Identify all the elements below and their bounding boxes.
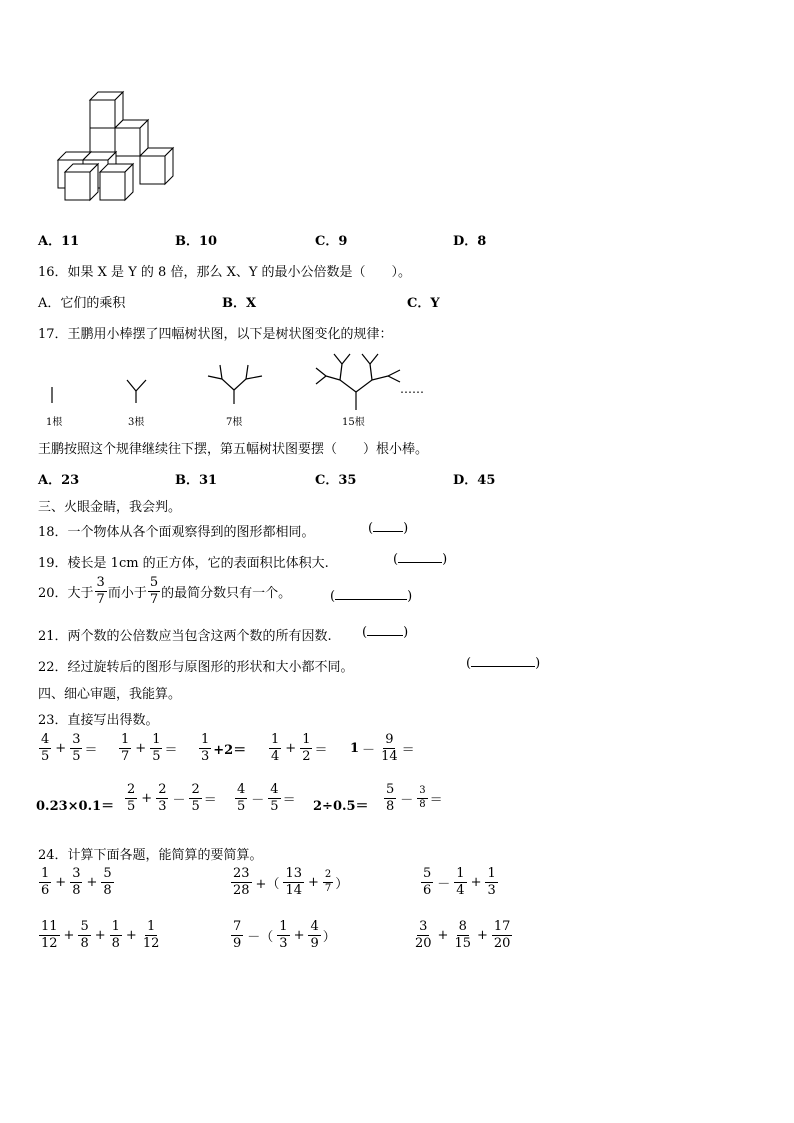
q17-option-b[interactable]: B．31 [175, 473, 218, 488]
q20-pre: 20．大于 [38, 585, 94, 601]
q20-text [38, 576, 291, 606]
q17-option-d[interactable]: D．45 [453, 473, 496, 488]
q23-row2-expr5: $\frac{5}{8}$ － $\frac{3}{8}$ ＝ [386, 782, 443, 814]
tree-label-1: 1根 [46, 417, 63, 428]
q23-row1-expr3: $\frac{1}{3}$ +2＝ [201, 732, 247, 764]
q24-problem-6: $\frac{3}{20}$ + $\frac{8}{15}$ + $\frac{17}{20}$ [415, 919, 511, 951]
q20-mid: 而小于 [107, 585, 147, 601]
q23-row1-expr1: $\frac{4}{5}$ + $\frac{3}{5}$ ＝ [41, 732, 98, 764]
q20-post: 的最简分数只有一个。 [161, 585, 292, 601]
q23-row1-expr5: 1 － $\frac{9}{14}$ ＝ [350, 732, 415, 764]
paren-right: ) [403, 625, 409, 640]
q20-answer[interactable] [330, 589, 412, 604]
q17-continuation: 王鹏按照这个规律继续往下摆，第五幅树状图要摆（ ）根小棒。 [38, 442, 429, 457]
paren-right: ) [403, 521, 409, 536]
q24-problem-5: $\frac{7}{9}$ －（ $\frac{1}{3}$ + $\frac{4}{9}$ ） [233, 919, 336, 951]
fraction: $\frac{3}{7}$ [96, 575, 105, 607]
q18-text: 18．一个物体从各个面观察得到的图形都相同。 [38, 525, 315, 540]
fraction: $\frac{5}{7}$ [149, 575, 159, 607]
tree-label-15: 15根 [342, 417, 365, 428]
q21-answer[interactable] [362, 625, 408, 640]
q24-problem-2: $\frac{23}{28}$ +（ $\frac{13}{14}$ + $\frac{2}{7}$ ） [233, 866, 349, 898]
q17-option-a[interactable]: A．23 [38, 473, 80, 488]
q15-option-d[interactable]: D．8 [453, 234, 487, 249]
q22-answer[interactable] [466, 656, 540, 671]
q23-row1-expr4: $\frac{1}{4}$ + $\frac{1}{2}$ ＝ [271, 732, 328, 764]
paren-left: ( [330, 589, 336, 604]
tree-figure-7 [204, 362, 266, 406]
q21-text: 21．两个数的公倍数应当包含这两个数的所有因数. [38, 629, 332, 644]
q16-text: 16．如果 X 是 Y 的 8 倍，那么 X、Y 的最小公倍数是（ ）。 [38, 265, 412, 280]
tree-figure-1 [45, 385, 65, 405]
paren-right: ) [535, 656, 541, 671]
q23-text: 23．直接写出得数。 [38, 713, 159, 728]
q24-problem-1: $\frac{1}{6}$ + $\frac{3}{8}$ + $\frac{5}{8}$ [41, 866, 112, 898]
tree-label-7: 7根 [226, 417, 243, 428]
q15-option-b[interactable]: B．10 [175, 234, 218, 249]
tree-label-3: 3根 [128, 417, 145, 428]
q22-text: 22．经过旋转后的图形与原图形的形状和大小都不同。 [38, 660, 354, 675]
paren-left: ( [362, 625, 368, 640]
q15-option-a[interactable]: A．11 [38, 234, 80, 249]
q16-option-b[interactable]: B．X [222, 296, 257, 311]
q23-row2-expr2: $\frac{2}{5}$ + $\frac{2}{3}$ － $\frac{2}{5}$ ＝ [127, 782, 217, 814]
q17-option-c[interactable]: C．35 [315, 473, 357, 488]
q23-row2-expr1: 0.23×0.1＝ [36, 799, 115, 814]
section-3-heading: 三、火眼金睛，我会判。 [38, 500, 182, 515]
paren-right: ) [407, 589, 413, 604]
q16-option-c[interactable]: C．Y [407, 296, 440, 311]
q24-problem-3: $\frac{5}{6}$ － $\frac{1}{4}$ + $\frac{1}{3}$ [423, 866, 496, 898]
q17-text: 17．王鹏用小棒摆了四幅树状图，以下是树状图变化的规律： [38, 327, 393, 342]
section-4-heading: 四、细心审题，我能算。 [38, 687, 182, 702]
tree-figure-3 [122, 375, 152, 405]
q19-answer[interactable] [393, 552, 447, 567]
q19-text: 19．棱长是 1cm 的正方体，它的表面积比体积大. [38, 556, 329, 571]
q24-problem-4: $\frac{11}{12}$ + $\frac{5}{8}$ + $\frac{1}{8}$ + $\frac{1}{12}$ [41, 919, 160, 951]
q24-text: 24．计算下面各题，能简算的要简算。 [38, 848, 263, 863]
paren-right: ) [442, 552, 448, 567]
paren-left: ( [368, 521, 374, 536]
tree-ellipsis: …… [400, 382, 424, 396]
q23-row2-expr3: $\frac{4}{5}$ － $\frac{4}{5}$ ＝ [237, 782, 296, 814]
q18-answer[interactable] [368, 521, 408, 536]
q16-option-a[interactable]: A．它们的乘积 [38, 296, 126, 311]
paren-left: ( [466, 656, 472, 671]
q23-row2-expr4: 2÷0.5＝ [313, 799, 369, 814]
paren-left: ( [393, 552, 399, 567]
cube-stack-figure [40, 90, 190, 210]
tree-figure-15 [312, 350, 404, 412]
q23-row1-expr2: $\frac{1}{7}$ + $\frac{1}{5}$ ＝ [121, 732, 178, 764]
q15-option-c[interactable]: C．9 [315, 234, 348, 249]
